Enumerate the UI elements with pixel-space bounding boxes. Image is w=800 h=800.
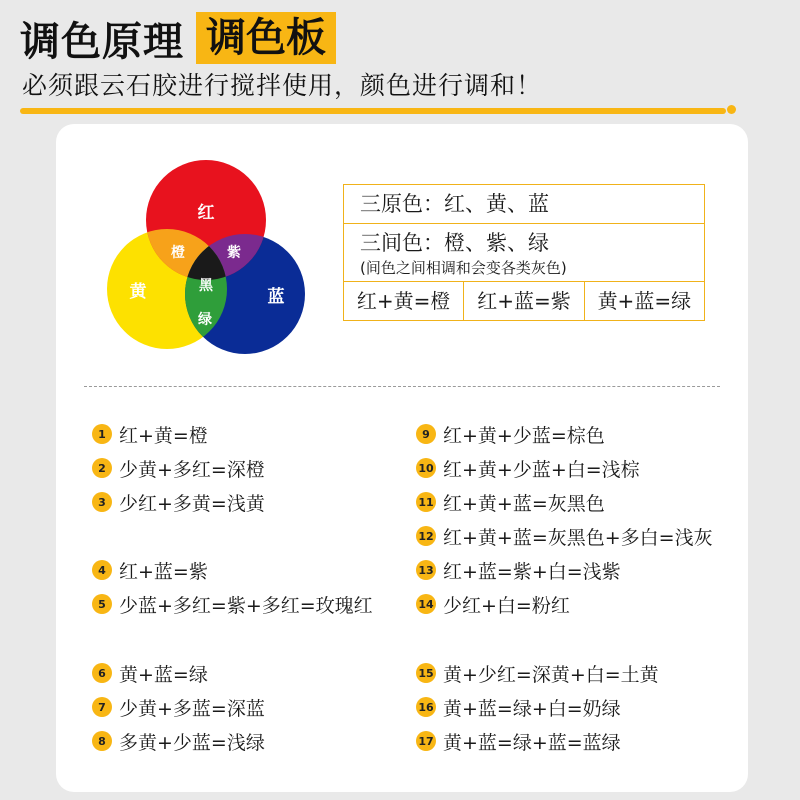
recipe-number-badge: 6 (92, 663, 112, 683)
black-label: 黑 (199, 278, 213, 294)
subtitle: 必须跟云石胶进行搅拌使用，颜色进行调和！ (22, 71, 543, 100)
blue-label: 蓝 (267, 287, 285, 307)
dashed-divider (84, 386, 720, 387)
recipe-item (416, 590, 570, 618)
recipe-text: 红+黄+蓝=灰黑色+多白=浅灰 (443, 526, 713, 549)
primary-colors-row: 三原色：红、黄、蓝 (344, 185, 704, 224)
recipe-item (92, 488, 265, 516)
recipe-number-badge: 1 (92, 424, 112, 444)
recipe-text: 少蓝+多红=紫+多红=玫瑰红 (119, 594, 373, 617)
recipe-number-badge: 16 (416, 697, 436, 717)
recipe-item (92, 659, 208, 687)
recipe-number-badge: 4 (92, 560, 112, 580)
recipe-text: 黄+蓝=绿+蓝=蓝绿 (443, 731, 621, 754)
recipe-text: 少黄+多红=深橙 (119, 458, 265, 481)
color-venn-diagram (96, 144, 316, 364)
recipe-text: 红+黄+少蓝+白=浅棕 (443, 458, 640, 481)
recipe-text: 少红+多黄=浅黄 (119, 492, 265, 515)
recipe-text: 黄+少红=深黄+白=土黄 (443, 663, 659, 686)
recipe-item (92, 420, 208, 448)
secondary-colors-note: (间色之间相调和会变各类灰色) (360, 259, 567, 277)
secondary-colors-row (344, 224, 704, 282)
recipe-item (92, 693, 265, 721)
recipe-number-badge: 2 (92, 458, 112, 478)
recipe-text: 少红+白=粉红 (443, 594, 570, 617)
purple-label: 紫 (227, 245, 241, 261)
recipe-number-badge: 12 (416, 526, 436, 546)
recipe-number-badge: 17 (416, 731, 436, 751)
recipe-text: 红+黄+蓝=灰黑色 (443, 492, 605, 515)
recipe-text: 红+黄=橙 (119, 424, 208, 447)
recipe-item (416, 420, 605, 448)
recipe-item (92, 590, 373, 618)
recipe-text: 多黄+少蓝=浅绿 (119, 731, 265, 754)
recipe-item (92, 454, 265, 482)
recipe-item (416, 522, 713, 550)
recipe-text: 黄+蓝=绿 (119, 663, 208, 686)
accent-line (20, 108, 726, 114)
content-card (56, 124, 748, 792)
recipe-number-badge: 5 (92, 594, 112, 614)
recipe-number-badge: 11 (416, 492, 436, 512)
recipe-item (92, 556, 208, 584)
orange-label: 橙 (171, 245, 185, 261)
green-label: 绿 (198, 312, 212, 328)
recipe-item (416, 659, 659, 687)
red-label: 红 (197, 203, 215, 223)
recipe-number-badge: 13 (416, 560, 436, 580)
secondary-colors-text: 三间色：橙、紫、绿 (360, 231, 549, 255)
formula-row (344, 282, 704, 320)
recipe-number-badge: 10 (416, 458, 436, 478)
recipe-item (416, 556, 621, 584)
color-theory-table (343, 184, 705, 321)
recipe-text: 红+蓝=紫 (119, 560, 208, 583)
recipe-text: 红+黄+少蓝=棕色 (443, 424, 605, 447)
accent-dot (727, 105, 736, 114)
recipe-number-badge: 3 (92, 492, 112, 512)
page-title-bar (20, 10, 336, 66)
recipe-item (92, 727, 265, 755)
formula-cell: 红+蓝=紫 (464, 282, 584, 320)
recipe-number-badge: 8 (92, 731, 112, 751)
recipe-number-badge: 9 (416, 424, 436, 444)
title-tag: 调色板 (196, 12, 336, 64)
recipe-number-badge: 14 (416, 594, 436, 614)
recipe-item (416, 727, 621, 755)
recipe-item (416, 693, 621, 721)
page-title: 调色原理 (20, 18, 184, 65)
recipe-number-badge: 15 (416, 663, 436, 683)
recipe-text: 红+蓝=紫+白=浅紫 (443, 560, 621, 583)
recipe-item (416, 488, 605, 516)
recipe-text: 黄+蓝=绿+白=奶绿 (443, 697, 621, 720)
formula-cell: 红+黄=橙 (344, 282, 464, 320)
yellow-label: 黄 (129, 282, 147, 302)
recipe-item (416, 454, 640, 482)
recipe-text: 少黄+多蓝=深蓝 (119, 697, 265, 720)
formula-cell: 黄+蓝=绿 (597, 289, 692, 313)
recipe-number-badge: 7 (92, 697, 112, 717)
